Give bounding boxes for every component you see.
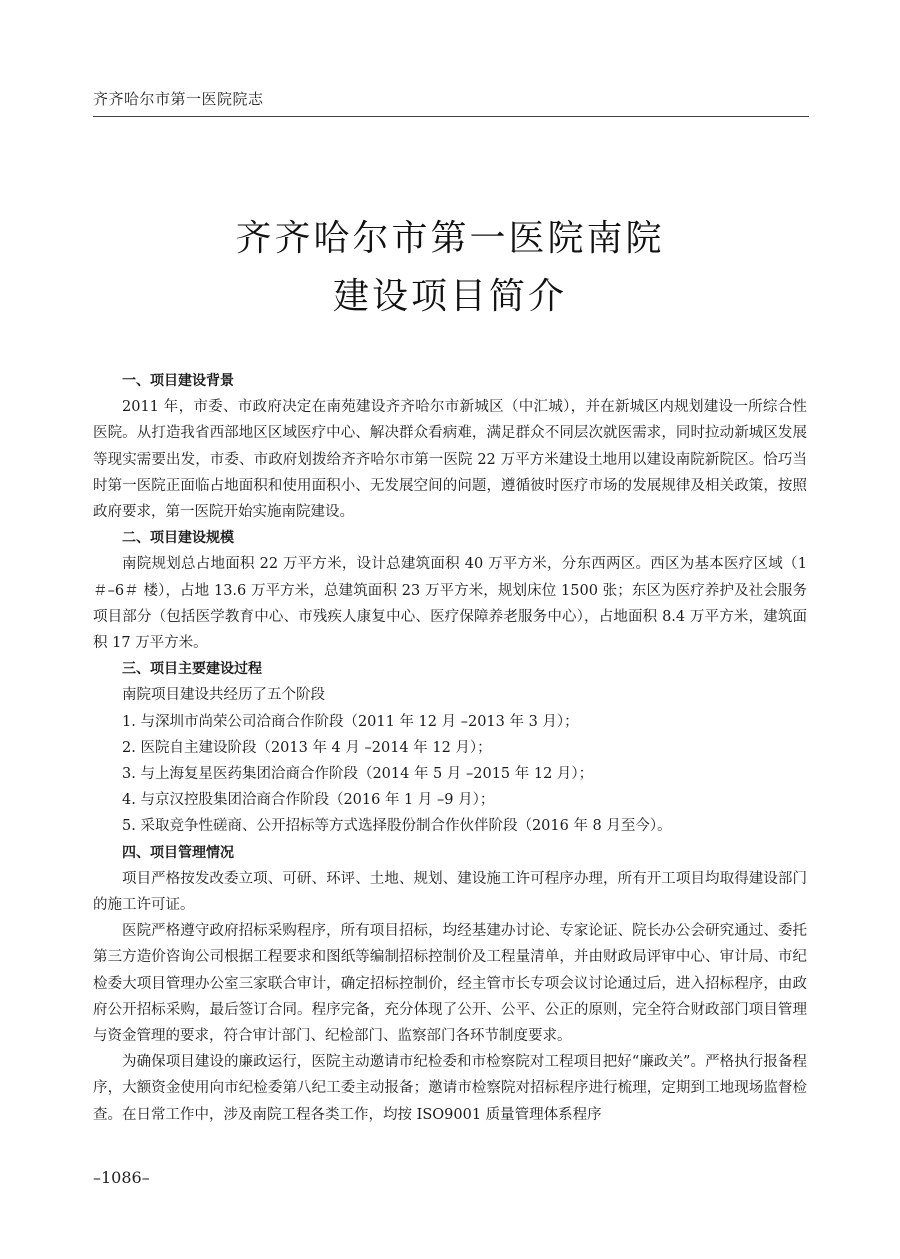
section-heading: 二、项目建设规模 — [122, 530, 234, 547]
header-divider — [93, 116, 809, 117]
running-header: 齐齐哈尔市第一医院院志 — [93, 90, 264, 108]
stage-item: 2. 医院自主建设阶段（2013 年 4 月 –2014 年 12 月）； — [122, 739, 492, 756]
paragraph: 南院规划总占地面积 22 万平方米，设计总建筑面积 40 万平方米，分东西两区。西区为基本医疗区域（1＃–6＃ 楼），占地 13.6 万平方米，总建筑面积 23 万平方米，规划床位 1500 张；东区为医疗养护及社会服务项目部分（包括医学教育中心、市残疾人康复中心、医疗保障养老服务中心），占地面积 8.4 万平方米，建筑面积 17 万平方米。 — [93, 556, 807, 652]
section-heading: 三、项目主要建设过程 — [122, 661, 262, 678]
stage-item: 3. 与上海复星医药集团洽商合作阶段（2014 年 5 月 –2015 年 12 月）； — [122, 766, 594, 783]
paragraph: 医院严格遵守政府招标采购程序，所有项目招标，均经基建办讨论、专家论证、院长办公会研究通过、委托第三方造价咨询公司根据工程要求和图纸等编制招标控制价及工程量清单，并由财政局评审中心、审计局、市纪检委大项目管理办公室三家联合审计，确定招标控制价，经主管市长专项会议讨论通过后，进入招标程序，由政府公开招标采购，最后签订合同。程序完备，充分体现了公开、公平、公正的原则，完全符合财政部门项目管理与资金管理的要求，符合审计部门、纪检部门、监察部门各环节制度要求。 — [93, 923, 807, 1045]
section-heading: 一、项目建设背景 — [122, 373, 234, 389]
paragraph: 项目严格按发改委立项、可研、环评、土地、规划、建设施工许可程序办理，所有开工项目均取得建设部门的施工许可证。 — [93, 870, 807, 914]
page-title-line-2: 建设项目简介 — [332, 276, 567, 317]
section-heading: 四、项目管理情况 — [122, 844, 234, 861]
stage-item: 1. 与深圳市尚荣公司洽商合作阶段（2011 年 12 月 –2013 年 3 月）； — [122, 713, 579, 730]
page-number: –1086– — [93, 1168, 150, 1187]
stage-item: 4. 与京汉控股集团洽商合作阶段（2016 年 1 月 –9 月）； — [122, 792, 495, 809]
page-title-line-1: 齐齐哈尔市第一医院南院 — [235, 218, 665, 259]
article-body — [93, 368, 807, 1128]
paragraph: 为确保项目建设的廉政运行，医院主动邀请市纪检委和市检察院对工程项目把好“廉政关”。严格执行报备程序，大额资金使用向市纪检委第八纪工委主动报备；邀请市检察院对招标程序进行梳理，定期到工地现场监督检查。在日常工作中，涉及南院工程各类工作，均按 ISO9001 质量管理体系程序 — [93, 1054, 807, 1123]
paragraph: 南院项目建设共经历了五个阶段 — [122, 687, 325, 704]
paragraph: 2011 年，市委、市政府决定在南苑建设齐齐哈尔市新城区（中汇城），并在新城区内规划建设一所综合性医院。从打造我省西部地区区域医疗中心、解决群众看病难，满足群众不同层次就医需求，同时拉动新城区发展等现实需要出发，市委、市政府划拨给齐齐哈尔市第一医院 22 万平方米建设土地用以建设南院新院区。恰巧当时第一医院正面临占地面积和使用面积小、无发展空间的问题，遵循彼时医疗市场的发展规律及相关政策，按照政府要求，第一医院开始实施南院建设。 — [93, 399, 807, 521]
stage-item: 5. 采取竞争性磋商、公开招标等方式选择股份制合作伙伴阶段（2016 年 8 月至今）。 — [122, 818, 672, 835]
